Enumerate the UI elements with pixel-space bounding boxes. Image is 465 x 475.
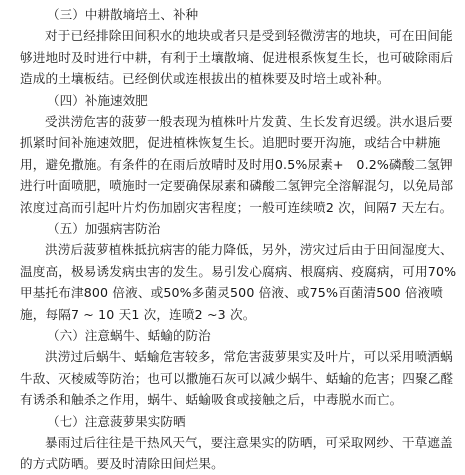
section-body-3: 对于已经排除田间积水的地块或者只是受到轻微涝害的地块，可在田间能够进地时及时进行中耕，有利于土壤散墒、促进根系恢复生长，也可破除雨后造成的土壤板结。已经倒伏或连根拔出的植株要及时培土或补种。 — [20, 28, 454, 87]
section-heading-5: （五）加强病害防治 — [47, 221, 161, 237]
section-body-4: 受洪涝危害的菠萝一般表现为植株叶片发黄、生长发育迟缓。洪水退后要抓紧时间补施速效肥，促进植株恢复生长。追肥时要开沟施，或结合中耕施用，避免撒施。有条件的在雨后放晴时及时用0.5%尿素+ 0.2%磷酸二氢钾进行叶面喷肥，喷施时一定要确保尿素和磷酸二氢钾完全溶解混匀，以免局部浓度过高而引起叶片灼伤加剧灾害程度；一般可连续喷2 次，间隔7 天左右。 — [20, 114, 454, 215]
section-heading-7: （七）注意菠萝果实防晒 — [47, 413, 186, 429]
section-heading-6: （六）注意蜗牛、蛞蝓的防治 — [47, 328, 211, 344]
section-heading-3: （三）中耕散墒培土、补种 — [47, 7, 199, 22]
section-body-6: 洪涝过后蜗牛、蛞蝓危害较多，常危害菠萝果实及叶片，可以采用喷洒蜗牛敌、灭棱威等防治；也可以撒施石灰可以减少蜗牛、蛞蝓的危害；四聚乙醛有诱杀和触杀之作用，蜗牛、蛞蝓吸食或接触之后，中毒脱水而亡。 — [20, 349, 454, 408]
section-heading-4: （四）补施速效肥 — [47, 92, 148, 108]
section-body-5: 洪涝后菠萝植株抵抗病害的能力降低，另外，涝灾过后由于田间湿度大、温度高，极易诱发病虫害的发生。易引发心腐病、根腐病、疫腐病，可用70%甲基托布津800 倍液、或50%多菌灵500 倍液、或75%百菌清500 倍液喷施，每隔7 ~ 10 天1 次，连喷2 ~3 次。 — [20, 242, 457, 322]
section-body-7: 暴雨过后往往是干热风天气，要注意果实的防晒，可采取网纱、干草遮盖的方式防晒。要及时清除田间烂果。 — [20, 435, 453, 472]
